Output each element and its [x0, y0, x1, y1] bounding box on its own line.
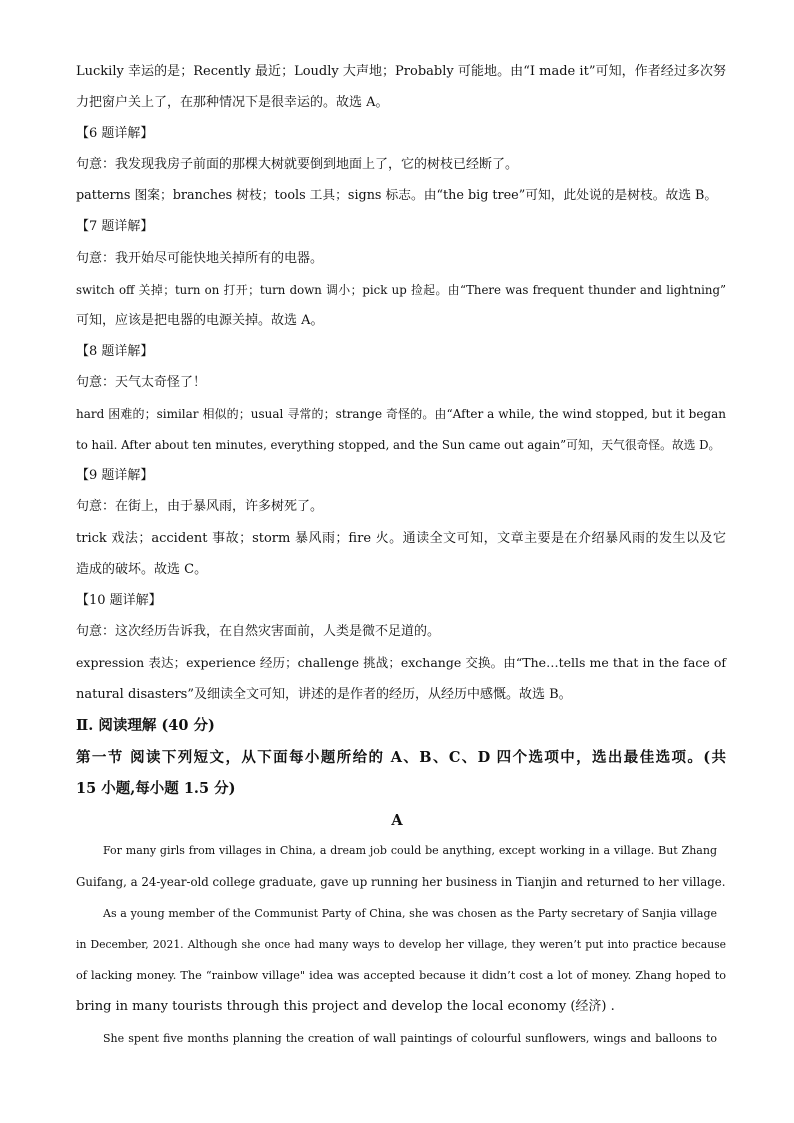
- q6-meaning: 句意：我发现我房子前面的那棵大树就要倒到地面上了，它的树枝已经断了。: [76, 157, 519, 172]
- q10-heading: 【10 题详解】: [76, 593, 162, 608]
- q10-explanation-line-2: natural disasters”及细读全文可知，讲述的是作者的经历，从经历中感慨。故选 B。: [76, 687, 572, 702]
- q9-meaning: 句意：在街上，由于暴风雨，许多树死了。: [76, 499, 324, 514]
- passage-p1-line-2: Guifang, a 24-year-old college graduate, gave up running her business in Tianjin and returned to her village.: [76, 875, 726, 889]
- q7-explanation-line-2: 可知，应该是把电器的电源关掉。故选 A。: [76, 313, 324, 328]
- q5-explanation-line-2: 力把窗户关上了，在那种情况下是很幸运的。故选 A。: [76, 95, 389, 110]
- passage-p2-line-4: bring in many tourists through this project and develop the local economy (经济) .: [76, 999, 615, 1014]
- passage-p1-line-1: For many girls from villages in China, a dream job could be anything, except working in a village. But Zhang: [103, 844, 717, 857]
- section-instruction-line-1: 第一节 阅读下列短文，从下面每小题所给的 A、B、C、D 四个选项中，选出最佳选项。(共: [76, 749, 726, 766]
- q5-explanation-line-1: Luckily 幸运的是；Recently 最近；Loudly 大声地；Probably 可能地。由“I made it”可知，作者经过多次努: [76, 64, 726, 79]
- q6-explanation: patterns 图案；branches 树枝；tools 工具；signs 标志。由“the big tree”可知，此处说的是树枝。故选 B。: [76, 188, 718, 203]
- passage-p2-line-1: As a young member of the Communist Party of China, she was chosen as the Party secretary of Sanjia village: [103, 907, 717, 920]
- q9-heading: 【9 题详解】: [76, 468, 154, 483]
- q7-explanation-line-1: switch off 关掉；turn on 打开；turn down 调小；pick up 捡起。由“There was frequent thunder and lightning”: [76, 283, 726, 297]
- passage-label: A: [391, 812, 403, 829]
- q6-heading: 【6 题详解】: [76, 126, 154, 141]
- q8-explanation-line-1: hard 困难的；similar 相似的；usual 寻常的；strange 奇怪的。由“After a while, the wind stopped, but it began: [76, 407, 726, 421]
- section-title: Ⅱ. 阅读理解 (40 分): [76, 717, 215, 734]
- passage-p2-line-2: in December, 2021. Although she once had many ways to develop her village, they weren’t put into practice because: [76, 938, 726, 951]
- q7-heading: 【7 题详解】: [76, 219, 154, 234]
- section-instruction-line-2: 15 小题,每小题 1.5 分): [76, 780, 236, 797]
- q9-explanation-line-2: 造成的破坏。故选 C。: [76, 562, 208, 577]
- q8-explanation-line-2: to hail. After about ten minutes, everything stopped, and the Sun came out again”可知，天气很奇怪。故选 D。: [76, 438, 721, 452]
- q7-meaning: 句意：我开始尽可能快地关掉所有的电器。: [76, 251, 324, 266]
- q8-heading: 【8 题详解】: [76, 344, 154, 359]
- q9-explanation-line-1: trick 戏法；accident 事故；storm 暴风雨；fire 火。通读全文可知，文章主要是在介绍暴风雨的发生以及它: [76, 531, 726, 546]
- passage-p2-line-3: of lacking money. The “rainbow village" idea was accepted because it didn’t cost a lot of money. Zhang hoped to: [76, 969, 726, 982]
- q8-meaning: 句意：天气太奇怪了！: [76, 375, 207, 390]
- q10-explanation-line-1: expression 表达；experience 经历；challenge 挑战；exchange 交换。由“The…tells me that in the face of: [76, 655, 726, 670]
- passage-p3-line-1: She spent five months planning the creation of wall paintings of colourful sunflowers, wings and balloons to: [103, 1032, 717, 1045]
- q10-meaning: 句意：这次经历告诉我，在自然灾害面前，人类是微不足道的。: [76, 624, 441, 639]
